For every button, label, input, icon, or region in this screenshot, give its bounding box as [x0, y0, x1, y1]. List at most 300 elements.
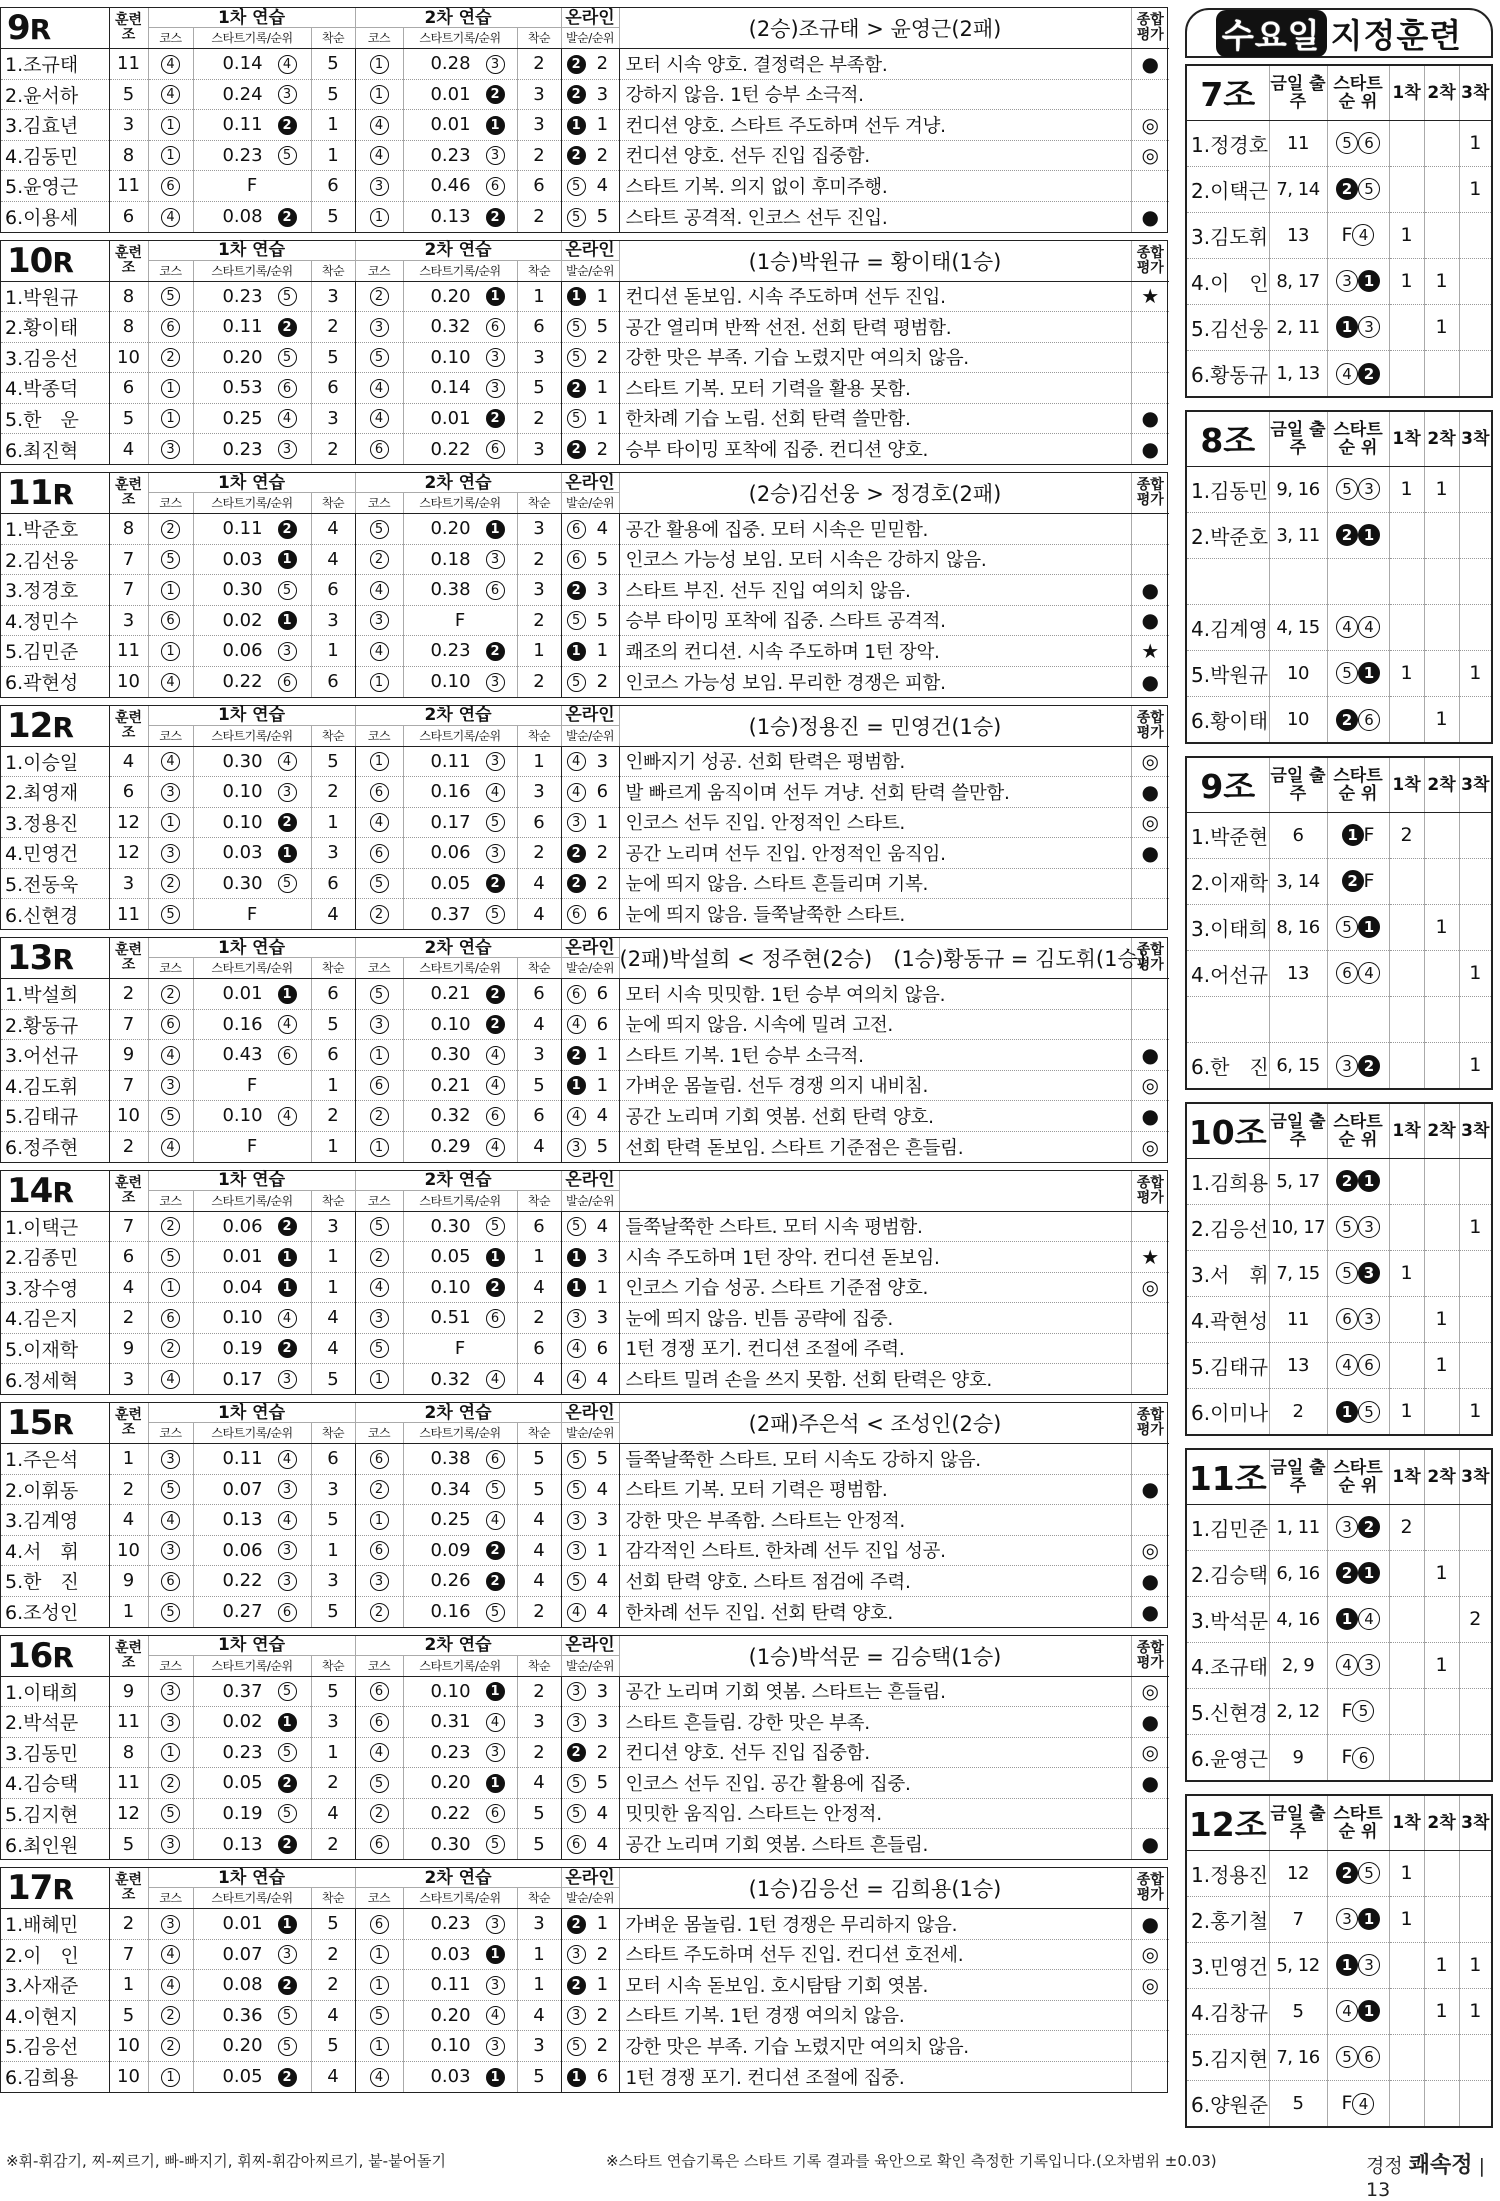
- rank-circle: 3: [486, 55, 505, 74]
- finish-header: 착순: [311, 493, 355, 514]
- online-start: 4 6: [561, 1009, 619, 1040]
- racer-row: [1, 1009, 1169, 1040]
- third-count: [1459, 904, 1491, 950]
- start-order-header: 발순/순위: [561, 260, 619, 281]
- p2-finish: 3: [517, 777, 561, 808]
- course-circle: 1: [370, 55, 389, 74]
- eval-header: 종합평가: [1131, 8, 1169, 49]
- course-circle: 1: [370, 673, 389, 692]
- p1-start-record: 0.10 3: [193, 777, 311, 808]
- racer-eval: [1131, 2000, 1169, 2031]
- first-count: [1389, 512, 1424, 558]
- order-circle: 5: [1358, 1401, 1380, 1423]
- course-circle: 6: [161, 1309, 180, 1328]
- order-circle: 5: [1336, 916, 1358, 938]
- first-count: [1389, 1942, 1424, 1988]
- racer-eval: ★: [1131, 281, 1169, 312]
- first-count: 2: [1389, 812, 1424, 858]
- start-order-header: 스타트 순 위: [1327, 412, 1389, 466]
- racer-name: 2.윤서하: [1, 79, 109, 110]
- order-circle: 4: [1358, 1608, 1380, 1630]
- racer-eval: ◎: [1131, 1070, 1169, 1101]
- rank-circle: 6: [486, 440, 505, 459]
- start-order: [1327, 212, 1389, 258]
- racer-row: [1, 1707, 1169, 1738]
- practice1-header: 1차 연습: [148, 1636, 355, 1656]
- start-order: [1327, 904, 1389, 950]
- race-number: 9R: [1, 8, 109, 49]
- rank-circle: 6: [486, 1107, 505, 1126]
- racer-name: 2.박준호: [1187, 512, 1269, 558]
- finish-header: 착순: [517, 260, 561, 281]
- p1-finish: 6: [311, 868, 355, 899]
- online-start-circle: 4: [567, 1339, 586, 1358]
- p1-start-record: 0.04 1: [193, 1272, 311, 1303]
- p2-finish: 6: [517, 312, 561, 343]
- race-dates: 2, 9: [1269, 1642, 1327, 1688]
- course-circle: 1: [370, 752, 389, 771]
- online-start: 5 5: [561, 1444, 619, 1475]
- first-count: [1389, 1988, 1424, 2034]
- eval-header: 종합평가: [1131, 241, 1169, 282]
- p2-finish: 6: [517, 979, 561, 1010]
- first-place-header: 1착: [1389, 1796, 1424, 1850]
- rank-circle: 6: [278, 1603, 297, 1622]
- rank-circle: 2: [278, 318, 297, 337]
- group-row: [1187, 812, 1491, 858]
- online-start: 4 6: [561, 1333, 619, 1364]
- racer-eval: ●: [1131, 838, 1169, 869]
- p1-start-record: 0.10 4: [193, 1101, 311, 1132]
- p2-course: [355, 342, 403, 373]
- p1-start-record: 0.10 4: [193, 1303, 311, 1334]
- race-dates: 3, 14: [1269, 858, 1327, 904]
- p1-start-record: 0.36 5: [193, 2000, 311, 2031]
- racer-eval: ◎: [1131, 807, 1169, 838]
- p1-start-record: 0.16 4: [193, 1009, 311, 1040]
- racer-name: 1.김희용: [1187, 1158, 1269, 1204]
- race-number: 12R: [1, 706, 109, 747]
- racer-eval: ◎: [1131, 1939, 1169, 1970]
- course-circle: 3: [370, 611, 389, 630]
- racer-comment: 강한 맛은 부족함. 스타트는 안정적.: [619, 1505, 1131, 1536]
- group-row: [1187, 212, 1491, 258]
- train-group: 10: [109, 666, 148, 697]
- racer-eval: [1131, 1009, 1169, 1040]
- p1-start-record: 0.06 3: [193, 1535, 311, 1566]
- p2-finish: 2: [517, 666, 561, 697]
- p1-finish: 5: [311, 1364, 355, 1395]
- p1-start-record: F: [193, 1131, 311, 1162]
- course-circle: 4: [161, 1370, 180, 1389]
- racer-name: 4.어선규: [1187, 950, 1269, 996]
- train-group: 10: [109, 2061, 148, 2092]
- rank-circle: 3: [278, 1370, 297, 1389]
- p2-finish: 5: [517, 1829, 561, 1860]
- racer-row: [1, 1242, 1169, 1273]
- course-circle: 1: [161, 813, 180, 832]
- order-circle: 1: [1336, 316, 1358, 338]
- training-group: [1185, 1102, 1493, 1436]
- p2-course: [355, 1242, 403, 1273]
- order-circle: F: [1341, 2092, 1353, 2114]
- p1-finish: 5: [311, 201, 355, 232]
- online-start-circle: 5: [567, 409, 586, 428]
- racer-name: 2.김승택: [1187, 1550, 1269, 1596]
- p1-start-record: 0.20 5: [193, 342, 311, 373]
- race-block: [0, 705, 1168, 931]
- racer-comment: 인코스 선두 진입. 안정적인 스타트.: [619, 807, 1131, 838]
- p1-course: [148, 777, 193, 808]
- racer-comment: 공간 노리며 기회 엿봄. 선회 탄력 양호.: [619, 1101, 1131, 1132]
- practice2-header: 2차 연습: [355, 241, 561, 261]
- p2-finish: 6: [517, 1333, 561, 1364]
- p2-finish: 3: [517, 434, 561, 465]
- p1-finish: 4: [311, 1333, 355, 1364]
- course-circle: 5: [161, 550, 180, 569]
- racer-comment: 승부 타이밍 포착에 집중. 스타트 공격적.: [619, 605, 1131, 636]
- p2-finish: 4: [517, 899, 561, 930]
- course-circle: 2: [161, 1217, 180, 1236]
- p1-finish: 1: [311, 110, 355, 141]
- race-dates: 8, 17: [1269, 258, 1327, 304]
- racer-comment: 컨디션 양호. 선두 진입 집중함.: [619, 1737, 1131, 1768]
- p2-course: [355, 403, 403, 434]
- p1-course: [148, 1333, 193, 1364]
- rank-circle: 2: [278, 1339, 297, 1358]
- race-dates: 3, 11: [1269, 512, 1327, 558]
- racer-name: 2.김선웅: [1, 544, 109, 575]
- racer-name: 4.김승택: [1, 1768, 109, 1799]
- racer-name: 5.박원규: [1187, 650, 1269, 696]
- racer-comment: 가벼운 몸놀림. 1턴 경쟁은 무리하지 않음.: [619, 1909, 1131, 1940]
- online-start: 2 1: [561, 1909, 619, 1940]
- order-circle: 4: [1336, 1354, 1358, 1376]
- start-order: [1327, 1850, 1389, 1896]
- train-group: 5: [109, 403, 148, 434]
- p2-finish: 4: [517, 1566, 561, 1597]
- finish-header: 착순: [517, 1190, 561, 1211]
- start-order-header: 스타트 순 위: [1327, 1450, 1389, 1504]
- racer-row: [1, 1566, 1169, 1597]
- p2-start-record: 0.20 1: [403, 514, 517, 545]
- racer-name: 1.조규태: [1, 49, 109, 80]
- course-circle: 4: [370, 1743, 389, 1762]
- training-group: [1185, 1448, 1493, 1782]
- third-count: 1: [1459, 650, 1491, 696]
- race-list: [0, 7, 1168, 2100]
- course-header: 코스: [355, 28, 403, 49]
- p1-finish: 5: [311, 79, 355, 110]
- course-circle: 2: [161, 985, 180, 1004]
- racer-name: 1.김동민: [1187, 466, 1269, 512]
- first-count: 1: [1389, 1250, 1424, 1296]
- racer-name: 4.김도휘: [1, 1070, 109, 1101]
- racer-row: [1, 666, 1169, 697]
- first-count: [1389, 604, 1424, 650]
- order-circle: 1: [1358, 662, 1380, 684]
- course-circle: 4: [161, 1945, 180, 1964]
- order-circle: 6: [1358, 709, 1380, 731]
- third-place-header: 3착: [1459, 758, 1491, 812]
- p2-finish: 2: [517, 838, 561, 869]
- order-circle: 1: [1336, 1954, 1358, 1976]
- second-count: 1: [1424, 1642, 1459, 1688]
- course-circle: 1: [370, 208, 389, 227]
- start-order: [1327, 1342, 1389, 1388]
- racer-name: 6.김희용: [1, 2061, 109, 2092]
- race-dates: 7: [1269, 1896, 1327, 1942]
- rank-circle: 4: [486, 1511, 505, 1530]
- p1-course: [148, 1939, 193, 1970]
- p2-start-record: 0.13 2: [403, 201, 517, 232]
- p2-course: [355, 1040, 403, 1071]
- racer-name: 3.어선규: [1, 1040, 109, 1071]
- start-order: [1327, 1250, 1389, 1296]
- online-start-circle: 2: [567, 1976, 586, 1995]
- race-dates: 4, 16: [1269, 1596, 1327, 1642]
- finish-header: 착순: [311, 725, 355, 746]
- first-count: [1389, 1734, 1424, 1780]
- course-circle: 6: [161, 1015, 180, 1034]
- third-count: [1459, 996, 1491, 1042]
- p1-course: [148, 49, 193, 80]
- train-group: 7: [109, 575, 148, 606]
- racer-eval: [1131, 312, 1169, 343]
- rank-circle: 4: [486, 1370, 505, 1389]
- p2-course: [355, 1737, 403, 1768]
- start-order: [1327, 812, 1389, 858]
- racer-eval: [1131, 1211, 1169, 1242]
- second-place-header: 2착: [1424, 412, 1459, 466]
- dates-header: 금일 출주: [1269, 758, 1327, 812]
- racer-name: 1.배혜민: [1, 1909, 109, 1940]
- race-dates: 2, 11: [1269, 304, 1327, 350]
- online-start-circle: 3: [567, 1309, 586, 1328]
- group-row: [1187, 904, 1491, 950]
- finish-header: 착순: [517, 1888, 561, 1909]
- rank-circle: 3: [278, 1945, 297, 1964]
- third-count: 2: [1459, 1596, 1491, 1642]
- p1-start-record: 0.43 6: [193, 1040, 311, 1071]
- racer-comment: 강한 맛은 부족. 기습 노렸지만 여의치 않음.: [619, 2031, 1131, 2062]
- finish-header: 착순: [517, 1423, 561, 1444]
- order-circle: 3: [1358, 1654, 1380, 1676]
- course-circle: 2: [161, 874, 180, 893]
- p1-finish: 5: [311, 342, 355, 373]
- race-dates: 11: [1269, 120, 1327, 166]
- p1-finish: 3: [311, 1211, 355, 1242]
- online-start-circle: 4: [567, 1603, 586, 1622]
- rank-circle: 5: [278, 1743, 297, 1762]
- racer-comment: 스타트 기복. 1턴 승부 소극적.: [619, 1040, 1131, 1071]
- rank-circle: 2: [278, 1774, 297, 1793]
- p2-course: [355, 110, 403, 141]
- course-circle: 5: [370, 348, 389, 367]
- racer-comment: 컨디션 돋보임. 시속 주도하며 선두 진입.: [619, 281, 1131, 312]
- online-start-circle: 3: [567, 1682, 586, 1701]
- p2-finish: 5: [517, 1070, 561, 1101]
- p2-course: [355, 1101, 403, 1132]
- train-group: 11: [109, 1707, 148, 1738]
- racer-row: [1, 746, 1169, 777]
- p2-finish: 3: [517, 79, 561, 110]
- rank-circle: 6: [486, 1804, 505, 1823]
- eval-header: 종합평가: [1131, 473, 1169, 514]
- start-record-header: 스타트기록/순위: [193, 958, 311, 979]
- p1-course: [148, 373, 193, 404]
- group-row: [1187, 350, 1491, 396]
- racer-comment: 가벼운 몸놀림. 선두 경쟁 의지 내비침.: [619, 1070, 1131, 1101]
- online-start: 5 5: [561, 1768, 619, 1799]
- eval-header: 종합평가: [1131, 1403, 1169, 1444]
- rank-circle: 1: [486, 116, 505, 135]
- race-block: [0, 1402, 1168, 1628]
- p2-start-record: 0.01 2: [403, 79, 517, 110]
- race-dates: 13: [1269, 212, 1327, 258]
- online-start-circle: 2: [567, 1046, 586, 1065]
- third-count: [1459, 604, 1491, 650]
- race-dates: 1, 11: [1269, 1504, 1327, 1550]
- start-order: [1327, 1042, 1389, 1088]
- start-record-header: 스타트기록/순위: [193, 28, 311, 49]
- racer-eval: ◎: [1131, 746, 1169, 777]
- first-count: [1389, 1688, 1424, 1734]
- p1-course: [148, 544, 193, 575]
- online-start: 1 1: [561, 110, 619, 141]
- race-block: [0, 7, 1168, 233]
- course-circle: 4: [161, 208, 180, 227]
- p1-finish: 6: [311, 1040, 355, 1071]
- racer-name: 5.한 운: [1, 403, 109, 434]
- racer-row: [1, 2000, 1169, 2031]
- online-start: 2 3: [561, 79, 619, 110]
- finish-header: 착순: [311, 1888, 355, 1909]
- p1-finish: 3: [311, 403, 355, 434]
- online-start: 5 4: [561, 1474, 619, 1505]
- racer-row: [1, 514, 1169, 545]
- p1-course: [148, 1737, 193, 1768]
- rank-circle: 4: [278, 1107, 297, 1126]
- third-count: [1459, 812, 1491, 858]
- online-start: 5 4: [561, 171, 619, 202]
- course-circle: 2: [370, 1107, 389, 1126]
- group-row: [1187, 120, 1491, 166]
- group-row: [1187, 1342, 1491, 1388]
- start-order: [1327, 304, 1389, 350]
- p2-course: [355, 636, 403, 667]
- third-count: [1459, 1250, 1491, 1296]
- p2-course: [355, 201, 403, 232]
- p1-start-record: 0.24 3: [193, 79, 311, 110]
- p1-start-record: 0.23 5: [193, 1737, 311, 1768]
- racer-eval: [1131, 1798, 1169, 1829]
- racer-name: 1.이승일: [1, 746, 109, 777]
- order-circle: 4: [1358, 962, 1380, 984]
- third-count: 1: [1469, 1054, 1482, 1077]
- group-row: [1187, 1596, 1491, 1642]
- p1-course: [148, 746, 193, 777]
- second-count: [1424, 2034, 1459, 2080]
- order-circle: 2: [1336, 1170, 1358, 1192]
- second-count: [1424, 604, 1459, 650]
- racer-eval: [1131, 2061, 1169, 2092]
- training-group: [1185, 410, 1493, 744]
- rank-circle: 1: [278, 611, 297, 630]
- p2-course: [355, 1707, 403, 1738]
- rank-circle: 3: [278, 85, 297, 104]
- group-row: [1187, 1504, 1491, 1550]
- course-circle: 6: [161, 318, 180, 337]
- p1-finish: 6: [311, 1444, 355, 1475]
- racer-name: 4.김동민: [1, 140, 109, 171]
- rank-circle: 4: [278, 409, 297, 428]
- p1-start-record: 0.07 3: [193, 1474, 311, 1505]
- course-circle: 3: [161, 1915, 180, 1934]
- racer-eval: ●: [1141, 437, 1159, 461]
- first-count: [1389, 696, 1424, 742]
- p2-finish: 4: [517, 1272, 561, 1303]
- racer-row: [1, 1101, 1169, 1132]
- course-circle: 4: [161, 1511, 180, 1530]
- order-circle: 3: [1358, 1308, 1380, 1330]
- train-group-header: 훈련조: [109, 241, 148, 282]
- start-record-header: 스타트기록/순위: [403, 493, 517, 514]
- racer-name: 2.이재학: [1187, 858, 1269, 904]
- racer-row: [1, 605, 1169, 636]
- course-circle: 2: [370, 1248, 389, 1267]
- online-start-circle: 3: [567, 1945, 586, 1964]
- online-start: 2 2: [561, 434, 619, 465]
- p1-start-record: 0.08 2: [193, 201, 311, 232]
- rank-circle: 3: [278, 1480, 297, 1499]
- racer-name: 6.이용세: [1, 201, 109, 232]
- p2-course: [355, 140, 403, 171]
- racer-name: 6.이미나: [1187, 1388, 1269, 1434]
- rank-circle: 6: [486, 1309, 505, 1328]
- p2-finish: 3: [517, 1707, 561, 1738]
- p1-course: [148, 1566, 193, 1597]
- p1-course: [148, 434, 193, 465]
- p1-course: [148, 1364, 193, 1395]
- rank-circle: 3: [278, 1541, 297, 1560]
- p2-finish: 4: [517, 1009, 561, 1040]
- online-start-circle: 6: [567, 1835, 586, 1854]
- p1-course: [148, 1909, 193, 1940]
- practice2-header: 2차 연습: [355, 1171, 561, 1191]
- course-circle: 1: [370, 1945, 389, 1964]
- race-dates: [1269, 558, 1327, 604]
- racer-name: 1.정용진: [1187, 1850, 1269, 1896]
- racer-row: [1, 1444, 1169, 1475]
- second-count: 1: [1424, 904, 1459, 950]
- p2-course: [355, 514, 403, 545]
- third-count: 1: [1459, 1988, 1491, 2034]
- course-circle: 4: [370, 581, 389, 600]
- third-place-header: 3착: [1459, 1450, 1491, 1504]
- third-count: [1459, 1688, 1491, 1734]
- racer-eval: [1131, 1303, 1169, 1334]
- online-start: 3 2: [561, 1939, 619, 1970]
- rank-circle: 4: [486, 1046, 505, 1065]
- start-order: [1327, 1688, 1389, 1734]
- order-circle: 2: [1336, 178, 1358, 200]
- p2-finish: 5: [517, 1444, 561, 1475]
- online-start: 4 6: [561, 777, 619, 808]
- p1-finish: 2: [311, 777, 355, 808]
- p2-course: [355, 1131, 403, 1162]
- first-place-header: 1착: [1389, 1450, 1424, 1504]
